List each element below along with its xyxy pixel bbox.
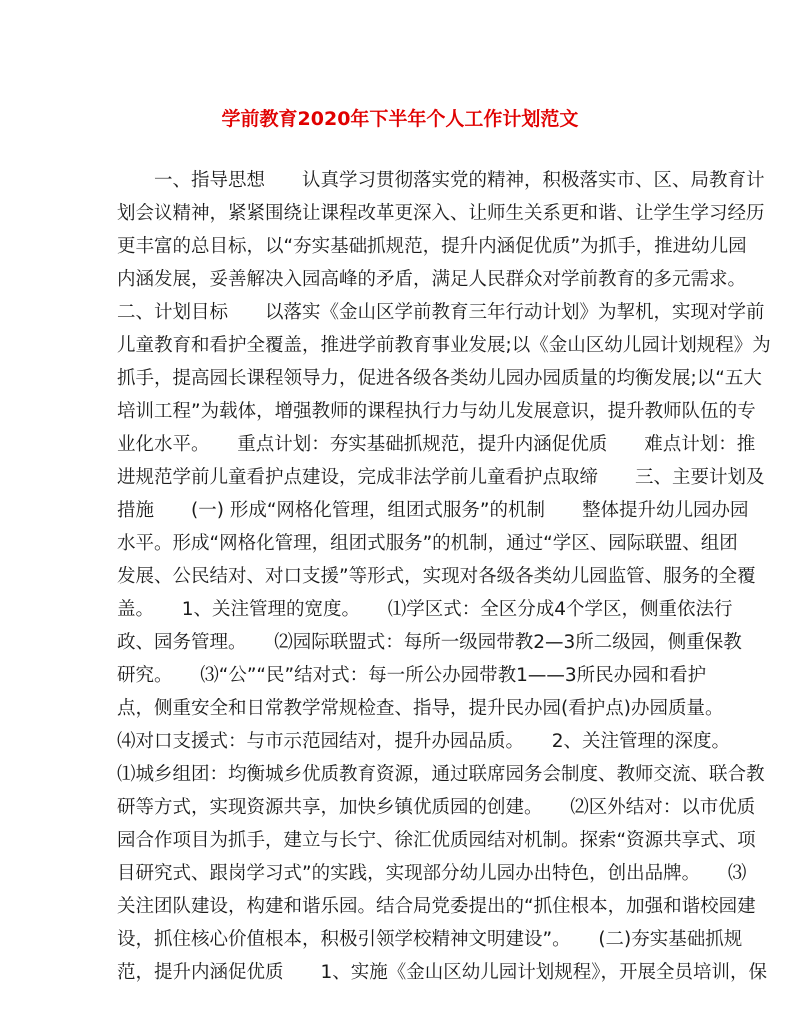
body-line: 培训工程”为载体，增强教师的课程执行力与幼儿发展意识，提升教师队伍的专 — [117, 401, 756, 422]
body-line: ⑷对口支援式：与市示范园结对，提升办园品质。 2、关注管理的深度。 — [117, 731, 731, 752]
body-line: 一、指导思想 认真学习贯彻落实党的精神，积极落实市、区、局教育计 — [117, 170, 765, 191]
body-line: 抓手，提高园长课程领导力，促进各级各类幼儿园办园质量的均衡发展;以“五大 — [117, 368, 762, 389]
body-line: 发展、公民结对、对口支援”等形式，实现对各级各类幼儿园监管、服务的全覆 — [117, 566, 756, 587]
document-title: 学前教育2020年下半年个人工作计划范文 — [221, 108, 579, 130]
body-line: 研等方式，实现资源共享，加快乡镇优质园的创建。 ⑵区外结对：以市优质 — [117, 797, 756, 818]
body-line: 范，提升内涵促优质 1、实施《金山区幼儿园计划规程》，开展全员培训，保 — [117, 962, 768, 983]
body-line: 更丰富的总目标，以“夯实基础抓规范，提升内涵促优质”为抓手，推进幼儿园 — [117, 236, 747, 257]
document-body — [117, 164, 771, 989]
body-line: 水平。形成“网格化管理，组团式服务”的机制，通过“学区、园际联盟、组团 — [117, 533, 738, 554]
body-line: 业化水平。 重点计划：夯实基础抓规范，提升内涵促优质 难点计划：推 — [117, 434, 756, 455]
body-line: 研究。 ⑶“公”“民”结对式：每一所公办园带教1——3所民办园和看护 — [117, 665, 707, 686]
body-line: ⑴城乡组团：均衡城乡优质教育资源，通过联席园务会制度、教师交流、联合教 — [117, 764, 765, 785]
body-line: 目研究式、跟岗学习式”的实践，实现部分幼儿园办出特色，创出品牌。 ⑶ — [117, 863, 747, 884]
body-line: 政、园务管理。 ⑵园际联盟式：每所一级园带教2—3所二级园，侧重保教 — [117, 632, 742, 653]
body-line: 儿童教育和看护全覆盖，推进学前教育事业发展;以《金山区幼儿园计划规程》为 — [117, 335, 771, 356]
body-line: 设，抓住核心价值根本，积极引领学校精神文明建设”。 (二)夯实基础抓规 — [117, 929, 743, 950]
body-line: 点，侧重安全和日常教学常规检查、指导，提升民办园(看护点)办园质量。 — [117, 698, 724, 719]
body-line: 划会议精神，紧紧围绕让课程改革更深入、让师生关系更和谐、让学生学习经历 — [117, 203, 765, 224]
body-line: 内涵发展，妥善解决入园高峰的矛盾，满足人民群众对学前教育的多元需求。 — [117, 269, 747, 290]
body-line: 盖。 1、关注管理的宽度。 ⑴学区式：全区分成4个学区，侧重依法行 — [117, 599, 733, 620]
body-line: 进规范学前儿童看护点建设，完成非法学前儿童看护点取缔 三、主要计划及 — [117, 467, 765, 488]
body-line: 措施 (一) 形成“网格化管理，组团式服务”的机制 整体提升幼儿园办园 — [117, 500, 749, 521]
body-line: 二、计划目标 以落实《金山区学前教育三年行动计划》为挈机，实现对学前 — [117, 302, 765, 323]
body-line: 关注团队建设，构建和谐乐园。结合局党委提出的“抓住根本，加强和谐校园建 — [117, 896, 756, 917]
body-line: 园合作项目为抓手，建立与长宁、徐汇优质园结对机制。探索“资源共享式、项 — [117, 830, 756, 851]
